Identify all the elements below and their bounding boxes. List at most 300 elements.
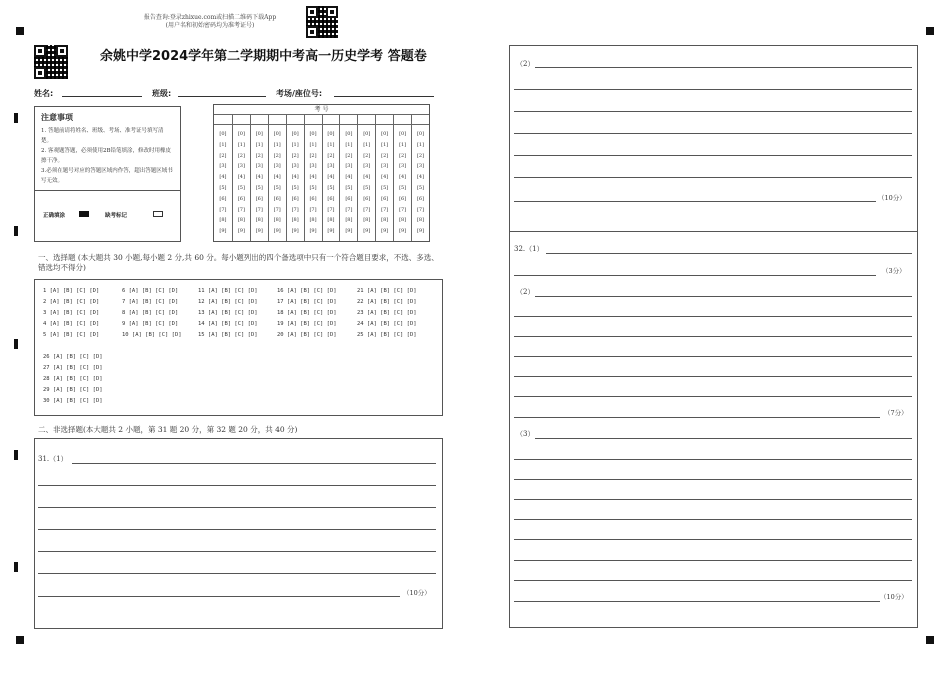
exam-digit-bubble[interactable]: [6] [416,195,425,202]
mc-number: 2 [43,299,47,305]
answer-line[interactable] [546,253,912,254]
section2-heading: 二、非选择题(本大题共 2 小题，第 31 题 20 分，第 32 题 20 分，共 40 分) [38,425,298,434]
exam-digit-bubble[interactable]: [4] [255,174,263,181]
mc-question-28[interactable] [43,376,103,382]
mc-number: 11 [198,288,205,294]
exam-digit-bubble[interactable]: [0] [363,131,371,137]
exam-digit-bubble[interactable]: [5] [255,184,263,191]
registration-mark [16,636,24,644]
exam-digit-bubble[interactable]: [5] [327,184,335,191]
exam-digit-bubble[interactable]: [3] [291,163,299,170]
mc-options[interactable]: [A] [B] [C] [D] [49,354,103,360]
mc-question-13[interactable] [198,310,258,316]
exam-digit-bubble[interactable]: [6] [363,195,371,202]
exam-digit-bubble[interactable]: [6] [237,195,245,202]
exam-digit-bubble[interactable]: [2] [219,152,227,159]
qr-code-top [306,6,338,38]
answer-line[interactable] [514,336,912,337]
exam-digit-bubble[interactable]: [9] [327,228,335,235]
mc-options[interactable]: [A] [B] [C] [D] [204,321,258,327]
q32-3-label: （3） [516,430,535,438]
exam-digit-bubble[interactable]: [1] [255,141,263,148]
mc-number: 12 [198,299,205,305]
mc-options[interactable]: [A] [B] [C] [D] [204,332,258,338]
mc-options[interactable]: [A] [B] [C] [D] [204,299,258,305]
exam-digit-bubble[interactable]: [1] [237,141,245,148]
exam-digit-bubble[interactable]: [5] [237,184,245,191]
exam-digit-bubble[interactable]: [9] [273,228,281,235]
answer-line[interactable] [514,275,876,276]
exam-digit-bubble[interactable]: [3] [273,163,281,170]
exam-digit-bubble[interactable]: [0] [399,131,407,137]
exam-digit-bubble[interactable]: [4] [399,174,407,181]
answer-line[interactable] [514,519,912,520]
exam-digit-bubble[interactable]: [2] [327,152,335,159]
mc-options[interactable]: [A] [B] [C] [D] [125,288,179,294]
timing-mark [14,113,18,123]
exam-digit-bubble[interactable]: [9] [255,228,263,235]
page-title: 余姚中学2024学年第二学期期中考高一历史学考 答题卷 [100,49,427,64]
exam-digit-bubble[interactable]: [8] [345,217,353,224]
exam-digit-bubble[interactable]: [7] [237,206,245,213]
exam-digit-bubble[interactable]: [7] [291,206,299,213]
answer-line[interactable] [38,596,400,597]
exam-digit-bubble[interactable]: [4] [416,174,425,181]
mc-options[interactable]: [A] [B] [C] [D] [128,332,182,338]
answer-line[interactable] [514,560,912,561]
exam-digit-bubble[interactable]: [0] [237,131,245,137]
answer-line[interactable] [535,438,912,439]
mc-options[interactable]: [A] [B] [C] [D] [46,299,100,305]
exam-digit-bubble[interactable]: [2] [345,152,353,159]
answer-line[interactable] [514,601,880,602]
mc-number: 19 [277,321,284,327]
exam-digit-bubble[interactable]: [1] [327,141,335,148]
answer-line[interactable] [535,296,912,297]
notes-title: 注意事项 [41,113,73,122]
exam-digit-column [375,114,393,241]
answer-line[interactable] [514,201,876,202]
mc-options[interactable]: [A] [B] [C] [D] [125,310,179,316]
mc-question-18[interactable] [277,310,337,316]
exam-digit-column [393,114,411,241]
mc-question-8[interactable] [122,310,178,316]
mc-options[interactable]: [A] [B] [C] [D] [125,321,179,327]
report-info [120,14,300,30]
mc-number: 17 [277,299,284,305]
mc-question-19[interactable] [277,321,337,327]
report-line: 报告查询:登录zhixue.com或扫描二维码下载App [143,14,277,21]
mc-options[interactable]: [A] [B] [C] [D] [283,299,337,305]
exam-digit-bubble[interactable]: [1] [273,141,281,148]
mc-options[interactable]: [A] [B] [C] [D] [46,288,100,294]
mc-question-5[interactable] [43,332,99,338]
q32-1-score: （3分） [882,267,906,275]
name-label: 姓名: [34,89,54,98]
exam-number-grid [213,104,430,242]
mc-question-29[interactable] [43,387,103,393]
q31-1-answer-box [34,438,443,629]
mc-options[interactable]: [A] [B] [C] [D] [46,321,100,327]
exam-digit-bubble[interactable]: [5] [381,184,389,191]
answer-line[interactable] [514,580,912,581]
mc-number: 24 [357,321,364,327]
mc-question-12[interactable] [198,299,258,305]
exam-digit-bubble[interactable]: [4] [273,174,281,181]
mc-number: 23 [357,310,364,316]
mc-options[interactable]: [A] [B] [C] [D] [46,310,100,316]
mc-number: 21 [357,288,364,294]
answer-line[interactable] [38,507,436,508]
answer-line[interactable] [514,155,912,156]
answer-line[interactable] [38,485,436,486]
exam-digit-bubble[interactable]: [2] [291,152,299,159]
exam-digit-bubble[interactable]: [1] [291,141,299,148]
exam-digit-bubble[interactable]: [5] [219,184,227,191]
exam-number-label: 考 号 [214,105,429,115]
mc-number: 6 [122,288,126,294]
exam-digit-bubble[interactable]: [9] [309,228,317,235]
exam-digit-bubble[interactable]: [4] [381,174,389,181]
exam-digit-bubble[interactable]: [4] [309,174,317,181]
exam-digit-column [357,114,375,241]
mc-number: 15 [198,332,205,338]
mc-options[interactable]: [A] [B] [C] [D] [363,321,417,327]
mc-question-9[interactable] [122,321,178,327]
mc-number: 8 [122,310,126,316]
notes-divider [35,190,180,191]
mc-options[interactable]: [A] [B] [C] [D] [363,332,417,338]
mc-question-1[interactable] [43,288,99,294]
registration-mark [926,27,934,35]
mc-options[interactable]: [A] [B] [C] [D] [125,299,179,305]
exam-digit-bubble[interactable]: [9] [345,228,353,235]
exam-digit-bubble[interactable]: [0] [381,131,389,137]
exam-digit-bubble[interactable]: [6] [219,195,227,202]
exam-digit-bubble[interactable]: [6] [291,195,299,202]
exam-digit-bubble[interactable]: [5] [273,184,281,191]
timing-mark [14,562,18,572]
exam-digit-bubble[interactable]: [3] [381,163,389,170]
exam-digit-bubble[interactable]: [7] [309,206,317,213]
q31-1-label: 31.（1） [38,455,68,463]
exam-digit-bubble[interactable]: [6] [327,195,335,202]
exam-digit-bubble[interactable]: [0] [416,131,425,137]
exam-digit-bubble[interactable]: [6] [381,195,389,202]
q32-2-score: （7分） [884,409,908,417]
seat-field[interactable] [334,96,434,97]
exam-digit-bubble[interactable]: [1] [363,141,371,148]
exam-digit-bubble[interactable]: [5] [363,184,371,191]
mc-question-26[interactable] [43,354,103,360]
exam-digit-bubble[interactable]: [3] [399,163,407,170]
mc-question-10[interactable] [122,332,182,338]
mc-question-3[interactable] [43,310,99,316]
exam-digit-bubble[interactable]: [3] [255,163,263,170]
exam-digit-bubble[interactable]: [0] [219,131,227,137]
mc-number: 10 [122,332,129,338]
mc-options[interactable]: [A] [B] [C] [D] [49,387,103,393]
answer-line[interactable] [514,417,880,418]
qr-code-left [34,45,68,79]
filled-box-icon [79,211,89,217]
q31-2-score: （10分） [878,194,906,202]
answer-line[interactable] [514,177,912,178]
exam-digit-bubble[interactable]: [9] [381,228,389,235]
answer-line[interactable] [514,356,912,357]
answer-line[interactable] [72,463,436,464]
exam-digit-column [232,114,250,241]
exam-digit-bubble[interactable]: [7] [255,206,263,213]
exam-digit-bubble[interactable]: [7] [327,206,335,213]
class-field[interactable] [178,96,266,97]
mc-question-27[interactable] [43,365,103,371]
exam-digit-bubble[interactable]: [8] [363,217,371,224]
exam-digit-column [411,114,429,241]
exam-digit-bubble[interactable]: [0] [345,131,353,137]
exam-digit-bubble[interactable]: [2] [273,152,281,159]
mc-number: 26 [43,354,50,360]
mc-number: 9 [122,321,126,327]
exam-digit-bubble[interactable]: [9] [219,228,227,235]
exam-digit-bubble[interactable]: [3] [219,163,227,170]
mc-question-7[interactable] [122,299,178,305]
mc-number: 28 [43,376,50,382]
mc-options[interactable]: [A] [B] [C] [D] [283,288,337,294]
notes-line-1: 1. 答题前请将姓名、班级、考场、准考证号填写清楚。 [41,128,164,144]
mc-number: 20 [277,332,284,338]
exam-digit-bubble[interactable]: [2] [363,152,371,159]
mc-options[interactable]: [A] [B] [C] [D] [204,310,258,316]
exam-digit-bubble[interactable]: [0] [255,131,263,137]
exam-digit-bubble[interactable]: [0] [309,131,317,137]
exam-digit-bubble[interactable]: [4] [237,174,245,181]
mc-options[interactable]: [A] [B] [C] [D] [283,310,337,316]
mc-number: 27 [43,365,50,371]
exam-digit-bubble[interactable]: [1] [345,141,353,148]
exam-digit-bubble[interactable]: [5] [345,184,353,191]
exam-digit-bubble[interactable]: [8] [273,217,281,224]
exam-digit-bubble[interactable]: [6] [273,195,281,202]
exam-digit-bubble[interactable]: [9] [399,228,407,235]
answer-line[interactable] [514,459,912,460]
mc-number: 13 [198,310,205,316]
mc-number: 4 [43,321,47,327]
absent-checkbox[interactable] [153,211,163,217]
exam-digit-bubble[interactable]: [6] [399,195,407,202]
exam-digit-bubble[interactable]: [7] [399,206,407,213]
exam-digit-column [214,114,232,241]
absent-mark-label: 缺考标记 [105,213,128,219]
mc-question-16[interactable] [277,288,337,294]
exam-digit-bubble[interactable]: [1] [381,141,389,148]
exam-digit-bubble[interactable]: [7] [416,206,425,213]
exam-digit-bubble[interactable]: [5] [399,184,407,191]
exam-digit-bubble[interactable]: [2] [255,152,263,159]
answer-line[interactable] [514,396,912,397]
mc-question-11[interactable] [198,288,258,294]
notes-line-3: 3.必须在题号对应的答题区域内作答，超出答题区域书写无效。 [41,168,173,184]
mc-question-6[interactable] [122,288,178,294]
mc-options[interactable]: [A] [B] [C] [D] [363,299,417,305]
mc-options[interactable]: [A] [B] [C] [D] [49,376,103,382]
answer-line[interactable] [38,529,436,530]
mc-number: 1 [43,288,47,294]
exam-digit-bubble[interactable]: [4] [345,174,353,181]
exam-digit-bubble[interactable]: [0] [273,131,281,137]
mc-options[interactable]: [A] [B] [C] [D] [283,332,337,338]
exam-digit-column [304,114,322,241]
mc-number: 16 [277,288,284,294]
exam-digit-bubble[interactable]: [3] [416,163,425,170]
exam-digit-bubble[interactable]: [7] [273,206,281,213]
exam-digit-bubble[interactable]: [9] [291,228,299,235]
exam-digit-bubble[interactable]: [1] [399,141,407,148]
exam-digit-column [339,114,357,241]
exam-digit-bubble[interactable]: [3] [309,163,317,170]
exam-digit-bubble[interactable]: [4] [363,174,371,181]
exam-digit-bubble[interactable]: [0] [291,131,299,137]
exam-digit-bubble[interactable]: [2] [237,152,245,159]
exam-digit-bubble[interactable]: [0] [327,131,335,137]
exam-digit-bubble[interactable]: [4] [219,174,227,181]
exam-digit-bubble[interactable]: [3] [363,163,371,170]
exam-digit-bubble[interactable]: [5] [416,184,425,191]
q32-1-label: 32.（1） [514,245,544,253]
right-answer-panel [509,45,918,628]
mc-question-14[interactable] [198,321,258,327]
timing-mark [14,226,18,236]
mc-question-17[interactable] [277,299,337,305]
q31-2-label: （2） [516,60,535,68]
exam-digit-bubble[interactable]: [3] [327,163,335,170]
exam-digit-column [250,114,268,241]
answer-line[interactable] [514,111,912,112]
exam-digit-bubble[interactable]: [1] [309,141,317,148]
exam-digit-bubble[interactable]: [3] [345,163,353,170]
exam-digit-bubble[interactable]: [8] [255,217,263,224]
exam-digit-bubble[interactable]: [6] [255,195,263,202]
mc-question-30[interactable] [43,398,103,404]
exam-digit-bubble[interactable]: [5] [291,184,299,191]
seat-label: 考场/座位号: [276,89,323,98]
mc-question-24[interactable] [357,321,417,327]
exam-digit-bubble[interactable]: [2] [399,152,407,159]
mc-question-15[interactable] [198,332,258,338]
exam-digit-bubble[interactable]: [7] [219,206,227,213]
exam-digit-bubble[interactable]: [1] [219,141,227,148]
answer-line[interactable] [514,316,912,317]
exam-digit-bubble[interactable]: [5] [309,184,317,191]
mc-options[interactable]: [A] [B] [C] [D] [204,288,258,294]
exam-digit-bubble[interactable]: [7] [363,206,371,213]
exam-digit-bubble[interactable]: [1] [416,141,425,148]
mc-question-4[interactable] [43,321,99,327]
mc-question-2[interactable] [43,299,99,305]
answer-line[interactable] [514,133,912,134]
answer-line[interactable] [38,551,436,552]
exam-digit-bubble[interactable]: [4] [291,174,299,181]
exam-digit-bubble[interactable]: [8] [381,217,389,224]
mc-number: 29 [43,387,50,393]
mc-question-22[interactable] [357,299,417,305]
answer-line[interactable] [514,376,912,377]
mc-options[interactable]: [A] [B] [C] [D] [49,398,103,404]
exam-digit-bubble[interactable]: [8] [309,217,317,224]
exam-digit-bubble[interactable]: [4] [327,174,335,181]
mc-question-20[interactable] [277,332,337,338]
notes-line-2: 2. 客观题答题，必须使用2B铅笔填涂，修改时用橡皮擦干净。 [41,148,172,164]
exam-digit-bubble[interactable]: [3] [237,163,245,170]
mc-options[interactable]: [A] [B] [C] [D] [46,332,100,338]
timing-mark [14,339,18,349]
exam-digit-bubble[interactable]: [9] [237,228,245,235]
q31-1-score: （10分） [403,589,431,597]
answer-line[interactable] [514,89,912,90]
class-label: 班级: [152,89,172,98]
mc-question-25[interactable] [357,332,417,338]
answer-line[interactable] [514,539,912,540]
exam-digit-bubble[interactable]: [8] [291,217,299,224]
mc-number: 7 [122,299,126,305]
exam-digit-bubble[interactable]: [8] [416,217,425,224]
mc-options[interactable]: [A] [B] [C] [D] [363,310,417,316]
mc-options[interactable]: [A] [B] [C] [D] [283,321,337,327]
exam-digit-bubble[interactable]: [8] [399,217,407,224]
mc-number: 25 [357,332,364,338]
exam-digit-bubble[interactable]: [9] [363,228,371,235]
panel-divider [510,231,917,232]
report-sub: (用户名和初始密码均为准考证号) [165,22,255,29]
exam-digit-bubble[interactable]: [8] [219,217,227,224]
answer-line[interactable] [38,573,436,574]
exam-digit-bubble[interactable]: [2] [309,152,317,159]
exam-digit-column [268,114,286,241]
exam-digit-bubble[interactable]: [9] [416,228,425,235]
mc-number: 18 [277,310,284,316]
exam-digit-bubble[interactable]: [6] [309,195,317,202]
answer-line[interactable] [514,499,912,500]
mc-number: 22 [357,299,364,305]
exam-digit-bubble[interactable]: [2] [381,152,389,159]
answer-line[interactable] [535,67,912,68]
mc-number: 3 [43,310,47,316]
name-field[interactable] [62,96,142,97]
mc-question-21[interactable] [357,288,417,294]
mc-number: 5 [43,332,47,338]
exam-digit-bubble[interactable]: [8] [237,217,245,224]
exam-digit-bubble[interactable]: [2] [416,152,425,159]
exam-digit-column [322,114,340,241]
mc-question-23[interactable] [357,310,417,316]
q32-2-label: （2） [516,288,535,296]
exam-digit-bubble[interactable]: [7] [381,206,389,213]
exam-digit-bubble[interactable]: [8] [327,217,335,224]
exam-digit-column [286,114,304,241]
timing-mark [14,450,18,460]
notes-box [34,106,181,242]
mc-number: 30 [43,398,50,404]
registration-mark [16,27,24,35]
mc-options[interactable]: [A] [B] [C] [D] [49,365,103,371]
registration-mark [926,636,934,644]
mc-number: 14 [198,321,205,327]
mc-answer-box [34,279,443,416]
exam-digit-bubble[interactable]: [6] [345,195,353,202]
exam-digit-bubble[interactable]: [7] [345,206,353,213]
answer-line[interactable] [514,479,912,480]
mc-options[interactable]: [A] [B] [C] [D] [363,288,417,294]
